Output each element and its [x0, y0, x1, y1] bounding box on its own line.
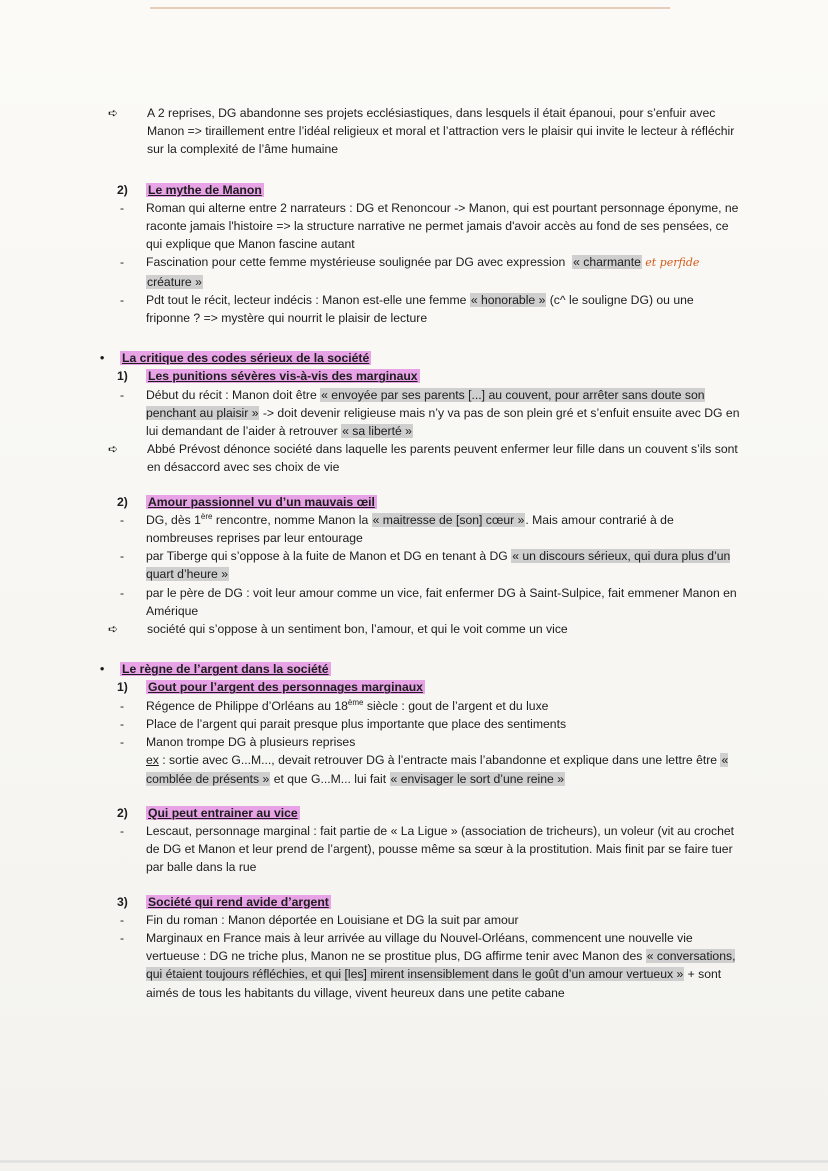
- subheading-amour: 2) Amour passionnel vu d’un mauvais œil: [117, 494, 375, 509]
- dash-icon: -: [120, 823, 125, 838]
- arrow-icon: ➪: [108, 442, 119, 457]
- dash-icon: -: [120, 292, 125, 307]
- bullet-icon: •: [100, 662, 105, 677]
- dash-icon: -: [120, 930, 125, 945]
- list-item: - par le père de DG : voit leur amour comme un vice, fait enfermer DG à Saint-Sulpice, fait emmener Manon en Amérique: [120, 585, 737, 618]
- list-item: - Pdt tout le récit, lecteur indécis : Manon est-elle une femme « honorable » (c^ le souligne DG) ou une friponne ? => mystère qui nourrit le plaisir de lecture: [120, 292, 694, 326]
- list-item: - Place de l’argent qui parait presque plus importante que place des sentiments: [90, 715, 740, 733]
- bullet-icon: •: [100, 351, 105, 366]
- bottom-edge-line: [0, 1160, 828, 1163]
- section-heading-argent: • Le règne de l’argent dans la société: [90, 660, 740, 678]
- document-body: [90, 104, 740, 1002]
- list-item: - Régence de Philippe d’Orléans au 18ème siècle : gout de l’argent et du luxe: [90, 697, 740, 715]
- list-item: - Manon trompe DG à plusieurs reprises: [90, 733, 740, 751]
- arrow-icon: ➪: [108, 106, 119, 120]
- dash-icon: -: [120, 512, 125, 527]
- dash-icon: -: [120, 698, 125, 713]
- arrow-paragraph: ➪ Abbé Prévost dénonce société dans laquelle les parents peuvent enfermer leur fille dans un couvent s’ils sont en désaccord avec ses choix de vie: [108, 442, 738, 475]
- list-item: - Fin du roman : Manon déportée en Louisiane et DG la suit par amour: [90, 911, 740, 929]
- dash-icon: -: [120, 200, 125, 215]
- subheading-mythe: 2) Le mythe de Manon: [117, 182, 262, 197]
- arrow-paragraph: ➪ A 2 reprises, DG abandonne ses projets ecclésiastiques, dans lesquels il était épanoui, pour s’enfuir avec Manon => tiraillement entre l’idéal religieux et moral et l’attraction vers le plaisir qui invite le lecteur à réfléchir sur la complexité de l’âme humaine: [108, 106, 735, 157]
- arrow-icon: ➪: [108, 622, 119, 637]
- list-item: - par Tiberge qui s’oppose à la fuite de Manon et DG en tenant à DG « un discours sérieux, qui dura plus d’un quart d’heure »: [120, 549, 731, 582]
- list-item: - Début du récit : Manon doit être « envoyée par ses parents [...] au couvent, pour arrêter sans doute son penchant au plaisir » -> doit devenir religieuse mais n’y va pas de son plein gré et s’enfuit ensuite avec DG en lui demandant de l’aider à retrouver « sa liberté »: [120, 387, 740, 439]
- dash-icon: -: [120, 735, 125, 750]
- section-heading-critique: • La critique des codes sérieux de la société: [90, 349, 740, 367]
- subheading-punitions: 1) Les punitions sévères vis-à-vis des marginaux: [117, 369, 418, 384]
- list-item: - Roman qui alterne entre 2 narrateurs : DG et Renoncour -> Manon, qui est pourtant personnage éponyme, ne raconte jamais l'histoire => la structure narrative ne permet jamais d'avoir accès au fond de ses pensées, ce qui explique que Manon fascine autant: [120, 200, 739, 252]
- subheading-avide: 3) Société qui rend avide d’argent: [117, 894, 329, 909]
- subheading-gout: 1) Gout pour l’argent des personnages marginaux: [117, 680, 423, 695]
- list-item: - Fascination pour cette femme mystérieuse soulignée par DG avec expression « charmante et perfide créature »: [120, 255, 700, 289]
- dash-icon: -: [120, 549, 125, 564]
- subheading-vice: 2) Qui peut entrainer au vice: [117, 805, 298, 820]
- arrow-paragraph: ➪ société qui s’oppose à un sentiment bon, l’amour, et qui le voit comme un vice: [90, 620, 740, 638]
- dash-icon: -: [120, 255, 125, 270]
- list-item: - Marginaux en France mais à leur arrivée au village du Nouvel-Orléans, commencent une nouvelle vie vertueuse : DG ne triche plus, Manon ne se prostitue plus, DG affirme tenir avec Manon des « conversations, qui étaient toujours réfléchies, et qui [les] mirent insensiblement dans le goût d’un amour vertueux » + sont aimés de tous les habitants du village, vivent heureux dans une petite cabane: [120, 930, 736, 1000]
- dash-icon: -: [120, 912, 125, 927]
- list-item: - Lescaut, personnage marginal : fait partie de « La Ligue » (association de tricheurs), un voleur (vit au crochet de DG et Manon et leur prend de l’argent), pousse même sa sœur à la prostitution. Mais finit par se faire tuer par balle dans la rue: [120, 823, 735, 875]
- list-item: - DG, dès 1ère rencontre, nomme Manon la « maitresse de [son] cœur ». Mais amour contrarié à de nombreuses reprises par leur entourage: [120, 511, 674, 546]
- top-edge-line: [150, 7, 670, 9]
- dash-icon: -: [120, 585, 125, 600]
- dash-icon: -: [120, 387, 125, 402]
- example-paragraph: ex : sortie avec G...M..., devait retrouver DG à l’entracte mais l’abandonne et explique dans une lettre être « comblée de présents » et que G...M... lui fait « envisager le sort d’une reine »: [146, 753, 729, 786]
- dash-icon: -: [120, 716, 125, 731]
- handwritten-annotation: et perfide: [645, 256, 700, 270]
